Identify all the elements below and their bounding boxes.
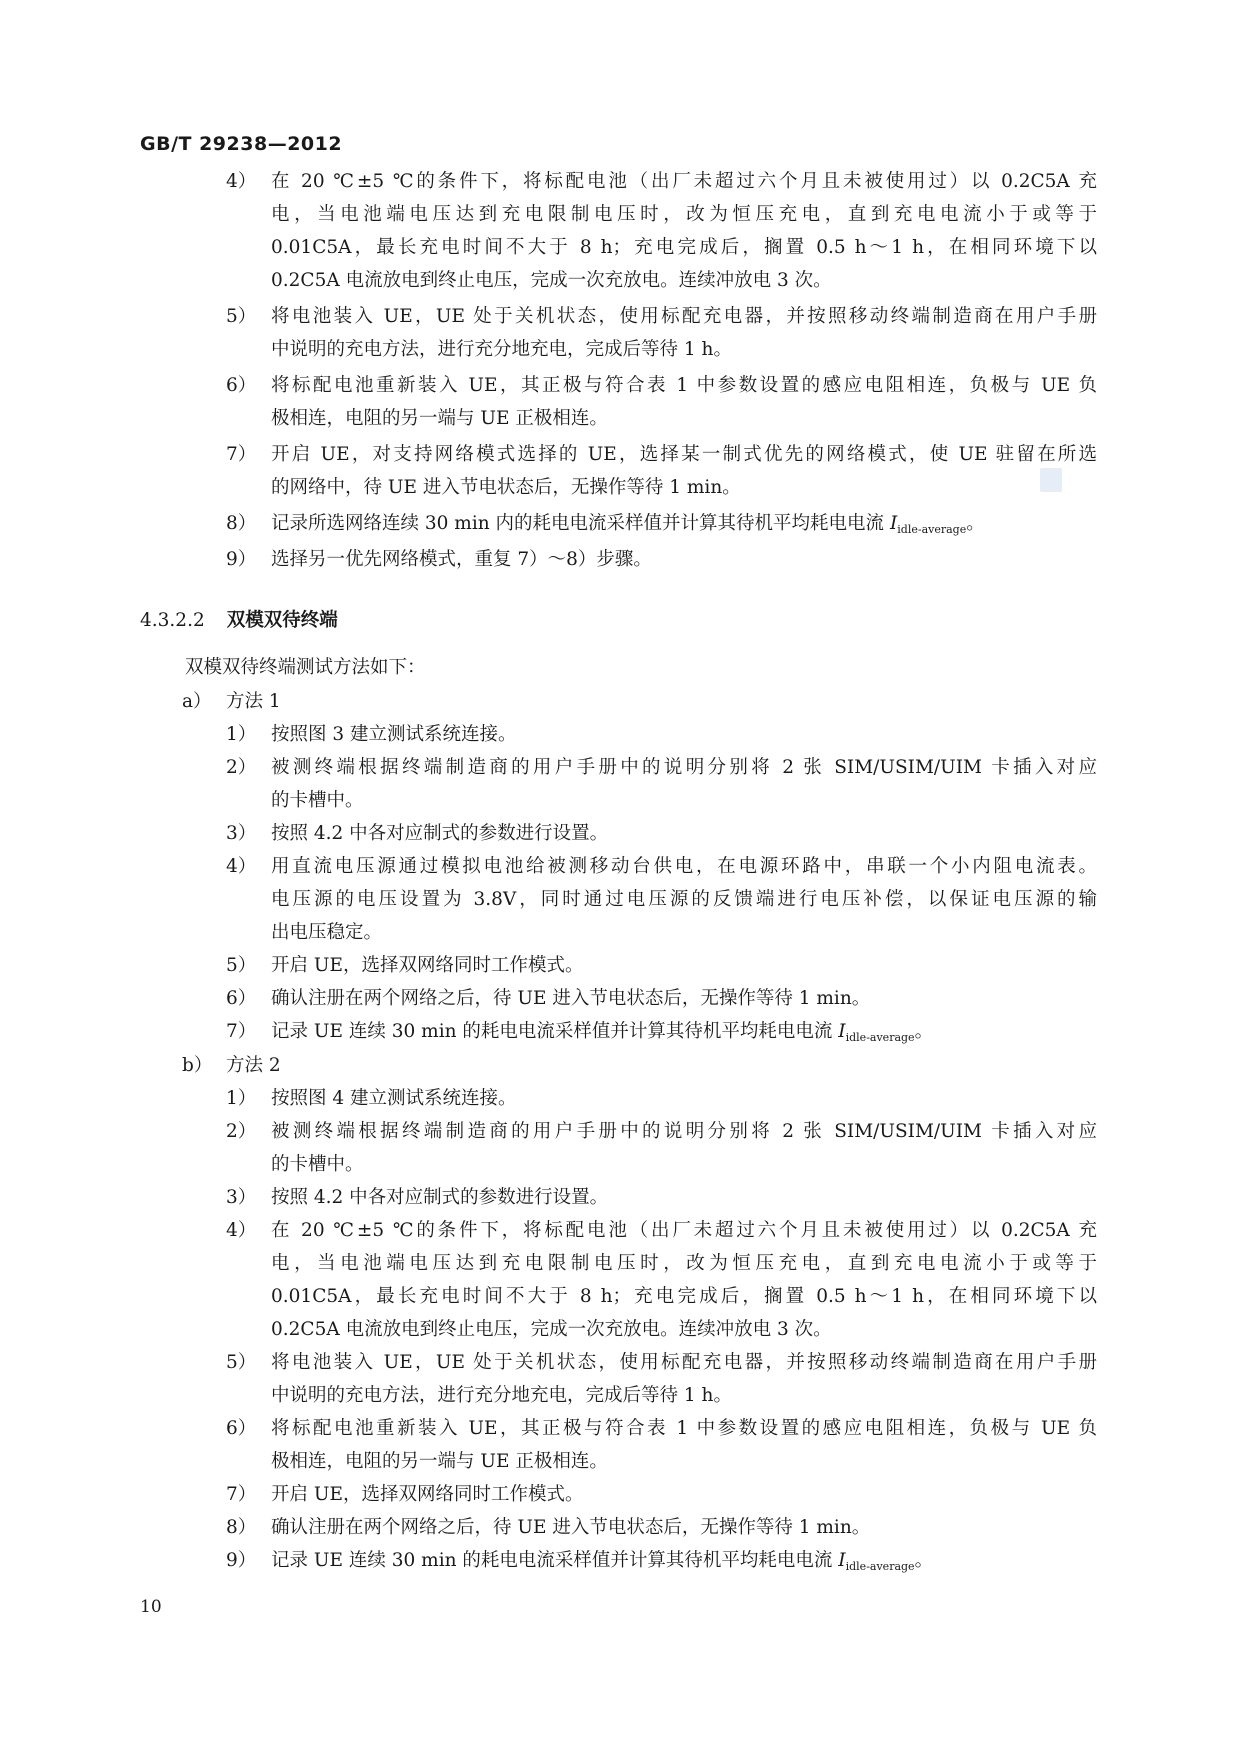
list-item-text xyxy=(271,1214,1097,1346)
current-subscript: idle-average xyxy=(845,1031,915,1044)
text-line: 确认注册在两个网络之后，待 UE 进入节电状态后，无操作等待 1 min。 xyxy=(271,988,871,1009)
list-item-number: 5） xyxy=(226,955,257,976)
list-item-text xyxy=(271,300,1097,366)
text-line: 按照图 3 建立测试系统连接。 xyxy=(271,724,517,745)
list-item-number: 8） xyxy=(226,1517,257,1538)
text-line: 中说明的充电方法，进行充分地充电，完成后等待 1 h。 xyxy=(271,1385,732,1406)
text-line: 记录 UE 连续 30 min 的耗电电流采样值并计算其待机平均耗电电流 $I_{idle-average}$。 xyxy=(271,1021,934,1044)
text-line: 中说明的充电方法，进行充分地充电，完成后等待 1 h。 xyxy=(271,339,732,360)
list-item-text xyxy=(271,438,1097,504)
section-title: 双模双待终端 xyxy=(226,610,338,631)
current-subscript: idle-average xyxy=(897,523,967,536)
text-line: 被测终端根据终端制造商的用户手册中的说明分别将 2 张 SIM/USIM/UIM 卡插入对应 xyxy=(271,1121,1097,1142)
list-item-number: 5） xyxy=(226,1352,257,1373)
list-item-text xyxy=(271,949,1097,982)
text-line: 电，当电池端电压达到充电限制电压时，改为恒压充电，直到充电电流小于或等于 xyxy=(271,1253,1097,1274)
list-item-number: 1） xyxy=(226,724,257,745)
method-number: a） xyxy=(182,691,212,712)
text-line: 确认注册在两个网络之后，待 UE 进入节电状态后，无操作等待 1 min。 xyxy=(271,1517,871,1538)
list-item-number: 9） xyxy=(226,549,257,570)
text-line: 被测终端根据终端制造商的用户手册中的说明分别将 2 张 SIM/USIM/UIM 卡插入对应 xyxy=(271,757,1097,778)
text-line: 开启 UE，选择双网络同时工作模式。 xyxy=(271,1484,584,1505)
current-symbol: I xyxy=(838,1021,846,1042)
list-item-text xyxy=(271,817,1097,850)
text-line: 出电压稳定。 xyxy=(271,922,383,943)
text-line: 电，当电池端电压达到充电限制电压时，改为恒压充电，直到充电电流小于或等于 xyxy=(271,204,1097,225)
method-label: 方法 2 xyxy=(226,1055,281,1076)
list-item-number: 2） xyxy=(226,1121,257,1142)
current-subscript: idle-average xyxy=(845,1560,915,1573)
section-number: 4.3.2.2 xyxy=(140,610,205,631)
list-item-text xyxy=(271,1511,1097,1544)
list-item-text xyxy=(271,850,1097,949)
text-line: 将标配电池重新装入 UE，其正极与符合表 1 中参数设置的感应电阻相连，负极与 UE 负 xyxy=(271,1418,1097,1439)
list-item-text xyxy=(271,543,1097,576)
page-number: 10 xyxy=(140,1597,162,1617)
text-line: 将电池装入 UE，UE 处于关机状态，使用标配充电器，并按照移动终端制造商在用户手册 xyxy=(271,1352,1097,1373)
current-symbol: I xyxy=(838,1550,846,1571)
text-line: 在 20 ℃±5 ℃的条件下，将标配电池（出厂未超过六个月且未被使用过）以 0.2C5A 充 xyxy=(271,171,1097,192)
text-line: 的网络中，待 UE 进入节电状态后，无操作等待 1 min。 xyxy=(271,477,741,498)
list-item-number: 8） xyxy=(226,513,257,534)
method-number: b） xyxy=(182,1055,213,1076)
text-line: 将电池装入 UE，UE 处于关机状态，使用标配充电器，并按照移动终端制造商在用户手册 xyxy=(271,306,1097,327)
list-item-number: 1） xyxy=(226,1088,257,1109)
text-line: 开启 UE，对支持网络模式选择的 UE，选择某一制式优先的网络模式，使 UE 驻留在所选 xyxy=(271,444,1097,465)
watermark-mark xyxy=(1040,468,1062,492)
standard-code-header: GB/T 29238—2012 xyxy=(140,133,343,155)
text-line: 记录所选网络连续 30 min 内的耗电电流采样值并计算其待机平均耗电电流 $I_{idle-average}$。 xyxy=(271,513,985,536)
list-item-text xyxy=(271,507,1097,546)
text-line: 极相连，电阻的另一端与 UE 正极相连。 xyxy=(271,1451,608,1472)
list-item-number: 6） xyxy=(226,375,257,396)
current-symbol: I xyxy=(889,513,898,534)
list-item-text xyxy=(271,1082,1097,1115)
text-line: 在 20 ℃±5 ℃的条件下，将标配电池（出厂未超过六个月且未被使用过）以 0.2C5A 充 xyxy=(271,1220,1097,1241)
list-item-number: 5） xyxy=(226,306,257,327)
section-intro: 双模双待终端测试方法如下： xyxy=(185,657,426,678)
text-line: 记录 UE 连续 30 min 的耗电电流采样值并计算其待机平均耗电电流 $I_{idle-average}$。 xyxy=(271,1550,934,1573)
list-item-number: 3） xyxy=(226,823,257,844)
text-line: 将标配电池重新装入 UE，其正极与符合表 1 中参数设置的感应电阻相连，负极与 UE 负 xyxy=(271,375,1097,396)
list-item-text xyxy=(271,1478,1097,1511)
text-line: 电压源的电压设置为 3.8V，同时通过电压源的反馈端进行电压补偿，以保证电压源的输 xyxy=(271,889,1097,910)
text-line: 极相连，电阻的另一端与 UE 正极相连。 xyxy=(271,408,608,429)
list-item-number: 7） xyxy=(226,1484,257,1505)
list-item-text xyxy=(271,1412,1097,1478)
list-item-number: 7） xyxy=(226,444,257,465)
text-line: 0.2C5A 电流放电到终止电压，完成一次充放电。连续冲放电 3 次。 xyxy=(271,270,832,291)
list-item-number: 6） xyxy=(226,1418,257,1439)
text-line: 按照 4.2 中各对应制式的参数进行设置。 xyxy=(271,823,609,844)
text-line: 0.01C5A，最长充电时间不大于 8 h；充电完成后，搁置 0.5 h～1 h，在相同环境下以 xyxy=(271,237,1097,258)
text-line: 0.2C5A 电流放电到终止电压，完成一次充放电。连续冲放电 3 次。 xyxy=(271,1319,832,1340)
list-item-number: 4） xyxy=(226,856,257,877)
text-line: 选择另一优先网络模式，重复 7）～8）步骤。 xyxy=(271,549,652,570)
list-item-number: 6） xyxy=(226,988,257,1009)
list-item-text xyxy=(271,1346,1097,1412)
list-item-text xyxy=(271,369,1097,435)
list-item-text xyxy=(271,1115,1097,1181)
list-item-text xyxy=(271,982,1097,1015)
list-item-text xyxy=(271,751,1097,817)
list-item-text xyxy=(271,1544,1097,1583)
list-item-number: 9） xyxy=(226,1550,257,1571)
list-item-number: 4） xyxy=(226,171,257,192)
list-item-text xyxy=(271,1015,1097,1054)
text-line: 开启 UE，选择双网络同时工作模式。 xyxy=(271,955,584,976)
list-item-number: 3） xyxy=(226,1187,257,1208)
text-line: 用直流电压源通过模拟电池给被测移动台供电，在电源环路中，串联一个小内阻电流表。 xyxy=(271,856,1097,877)
list-item-number: 4） xyxy=(226,1220,257,1241)
list-item-text xyxy=(271,165,1097,297)
text-line: 0.01C5A，最长充电时间不大于 8 h；充电完成后，搁置 0.5 h～1 h，在相同环境下以 xyxy=(271,1286,1097,1307)
method-label: 方法 1 xyxy=(226,691,281,712)
list-item-number: 7） xyxy=(226,1021,257,1042)
text-line: 按照图 4 建立测试系统连接。 xyxy=(271,1088,517,1109)
list-item-text xyxy=(271,1181,1097,1214)
text-line: 按照 4.2 中各对应制式的参数进行设置。 xyxy=(271,1187,609,1208)
list-item-text xyxy=(271,718,1097,751)
list-item-number: 2） xyxy=(226,757,257,778)
section-heading xyxy=(140,606,338,632)
text-line: 的卡槽中。 xyxy=(271,790,364,811)
text-line: 的卡槽中。 xyxy=(271,1154,364,1175)
